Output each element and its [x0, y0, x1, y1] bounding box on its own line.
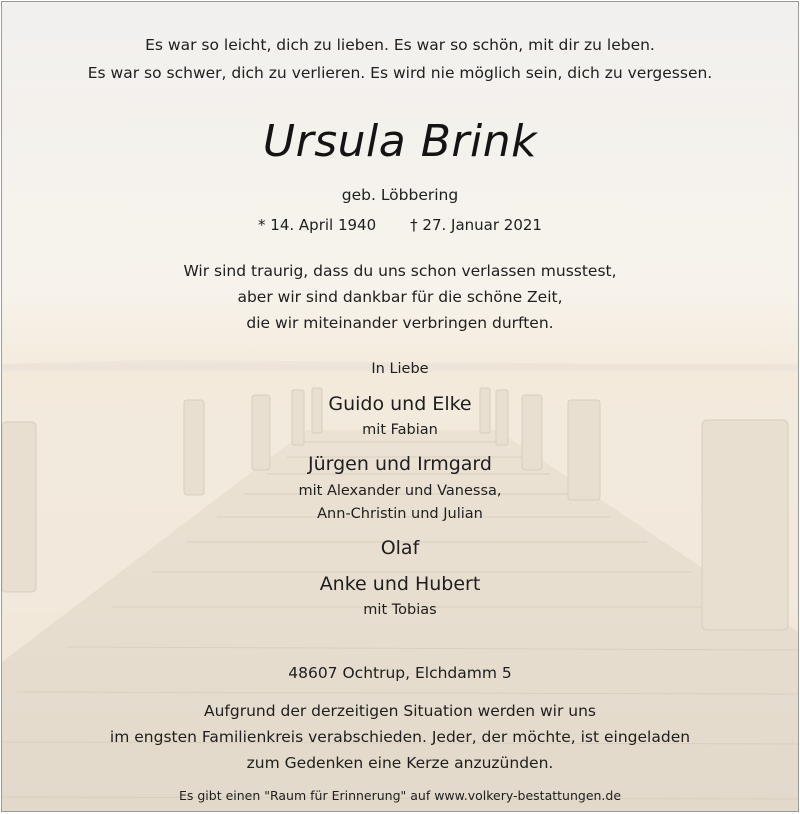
mourner-sub: mit Tobias	[363, 602, 437, 618]
mourner-name: Anke und Hubert	[319, 573, 481, 595]
poem-line-1: Es war so leicht, dich zu lieben. Es war so schön, mit dir zu leben.	[145, 36, 655, 54]
mourner-sub: mit Alexander und Vanessa,	[298, 483, 502, 499]
poem-line-2: Es war so schwer, dich zu verlieren. Es wird nie möglich sein, dich zu vergessen.	[87, 64, 713, 82]
notice-line-1: Aufgrund der derzeitigen Situation werden wir uns	[203, 702, 597, 720]
message-line-1: Wir sind traurig, dass du uns schon verlassen musstest,	[183, 262, 617, 280]
mourner-name: Olaf	[380, 537, 420, 559]
message-line-2: aber wir sind dankbar für die schöne Zeit,	[237, 288, 563, 306]
deceased-name: Ursula Brink	[262, 116, 538, 167]
mourner-name: Jürgen und Irmgard	[308, 453, 492, 475]
mourner-sub: Ann-Christin und Julian	[317, 506, 483, 522]
mourner-name: Guido und Elke	[328, 393, 472, 415]
mourner-sub: mit Fabian	[362, 422, 438, 438]
message-line-3: die wir miteinander verbringen durften.	[246, 314, 554, 332]
notice-line-3: zum Gedenken eine Kerze anzuzünden.	[246, 754, 554, 772]
maiden-name: geb. Löbbering	[341, 186, 459, 204]
birth-date: * 14. April 1940	[258, 216, 377, 234]
address: 48607 Ochtrup, Elchdamm 5	[288, 664, 512, 682]
death-date: † 27. Januar 2021	[410, 216, 542, 234]
notice-line-2: im engsten Familienkreis verabschieden. Jeder, der möchte, ist eingeladen	[109, 728, 691, 746]
obituary-card	[1, 1, 799, 812]
in-love-label: In Liebe	[371, 361, 429, 377]
life-dates	[2, 216, 798, 234]
footer-note: Es gibt einen "Raum für Erinnerung" auf www.volkery-bestattungen.de	[178, 788, 622, 803]
